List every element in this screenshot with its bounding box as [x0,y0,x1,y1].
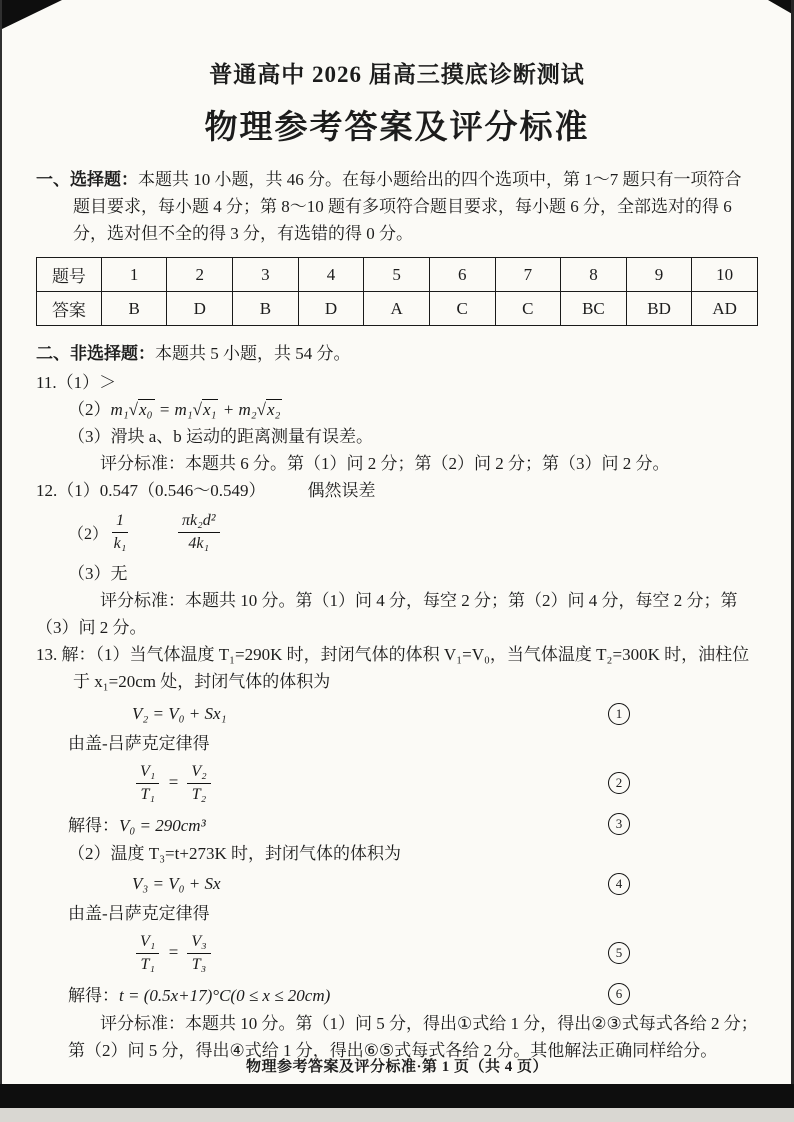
equation-expression [132,932,215,975]
fraction-numerator: V₁ [136,762,159,784]
fraction-numerator: V₃ [187,932,210,954]
fraction-denominator: T₁ [140,955,155,973]
q11-part2-label: （2） [68,400,111,419]
fraction-denominator: T₃ [191,955,207,973]
q13-scoring: 评分标准：本题共 10 分。第（1）问 5 分，得出①式给 1 分，得出②③式每式各给 2 分；第（2）问 5 分，得出④式给 1 分，得出⑥⑤式每式各给 2 分。其他解法正确同样给分。 [68,1014,758,1060]
q13-equation-4 [132,869,758,898]
q12-fraction-2 [178,511,219,554]
question-number: 8 [561,258,627,292]
free-section-text: 本题共 5 小题，共 54 分。 [155,344,351,363]
free-section-heading [36,340,758,367]
q12-part3: （3）无 [68,564,128,583]
q12-part1-answer: 12.（1）0.547（0.546～0.549） [36,481,266,500]
sqrt-coefficient: + m₂√ [218,400,266,419]
sqrt-coefficient: m₁√ [110,400,139,419]
equation-expression: V₂ = V₀ + Sx₁ [132,703,227,723]
solve-label: 解得： [68,986,119,1005]
equation-tag: 1 [608,703,630,725]
page-footer: 物理参考答案及评分标准·第 1 页（共 4 页） [245,1059,548,1075]
table-header-label: 题号 [37,258,102,292]
q13-equation-1 [132,699,758,728]
solve-label: 解得： [68,816,119,835]
question-number: 10 [692,258,758,292]
answer-cell: AD [692,292,758,326]
choice-section-text: 本题共 10 小题，共 46 分。在每小题给出的四个选项中，第 1～7 题只有一项符合题目要求，每小题 4 分；第 8～10 题有多项符合题目要求，每小题 6 分，全部选对的得 6 分，选对但不全的得 3 分，有选错的得 0 分。 [73,170,742,243]
fraction-left [136,932,159,975]
question-number: 9 [626,258,692,292]
equation-tag: 2 [608,772,630,794]
q12-scoring: 评分标准：本题共 10 分。第（1）问 4 分，每空 2 分；第（2）问 4 分，每空 2 分；第（3）问 2 分。 [36,591,738,637]
fraction-left [136,762,159,805]
fraction-right [187,932,210,975]
answer-cell: B [233,292,299,326]
equals-sign: = [167,771,180,791]
equals-sign: = [167,941,180,961]
equation-tag: 6 [608,983,630,1005]
choice-section-heading [36,166,758,247]
q11-part1: 11.（1）＞ [36,373,117,392]
answer-cell: BD [626,292,692,326]
answer-cell: C [495,292,561,326]
fraction-denominator: 4k₁ [188,534,210,552]
q13-solution-1 [68,809,758,838]
question-number: 7 [495,258,561,292]
equation-expression: V₀ = 290cm³ [119,816,206,835]
q11-part2-formula [111,399,283,419]
equation-expression: V₃ = V₀ + Sx [132,873,221,893]
equation-tag: 4 [608,873,630,895]
answer-cell: C [429,292,495,326]
answer-cell: D [167,292,233,326]
sqrt-radicand: x₁ [203,400,217,419]
fraction-denominator: T₁ [140,785,155,803]
answer-cell: A [364,292,430,326]
equation-tag: 5 [608,942,630,964]
q12-part2 [68,510,758,554]
table-answer-label: 答案 [37,292,102,326]
q13-equation-5 [132,929,758,977]
q13-law-statement-2: 由盖-吕萨克定律得 [68,904,210,923]
scan-artifact-bottom-bar [0,1084,794,1108]
question-number: 4 [298,258,364,292]
free-section-label: 二、非选择题： [36,344,155,363]
scan-artifact-bottom-strip [0,1108,794,1122]
q12-part1-error-type: 偶然误差 [307,481,376,500]
sqrt-radicand: x₀ [139,400,153,419]
q13-part2: （2）温度 T₃=t+273K 时，封闭气体的体积为 [68,844,401,863]
fraction-denominator: k₁ [113,534,127,552]
q13-equation-2 [132,759,758,807]
fraction-numerator: πk₂d² [178,511,219,533]
q12-part2-label: （2） [68,525,109,543]
solution-text [68,981,330,1006]
question-number: 6 [429,258,495,292]
question-number: 3 [233,258,299,292]
q11-scoring: 评分标准：本题共 6 分。第（1）问 2 分；第（2）问 2 分；第（3）问 2 分。 [100,454,670,473]
answer-cell: B [101,292,167,326]
sqrt-radicand: x₂ [266,400,281,419]
q13-law-statement-1: 由盖-吕萨克定律得 [68,734,210,753]
fraction-numerator: 1 [112,511,128,533]
fraction-right [187,762,210,805]
sqrt-coefficient: = m₁√ [154,400,202,419]
q11-part3: （3）滑块 a、b 运动的距离测量有误差。 [68,427,374,446]
equation-expression: t = (0.5x+17)°C(0 ≤ x ≤ 20cm) [119,986,331,1005]
page-title: 物理参考答案及评分标准 [204,110,590,146]
choice-section-label: 一、选择题： [36,170,138,189]
table-row-answers [37,292,758,326]
answer-cell: BC [561,292,627,326]
fraction-denominator: T₂ [191,785,207,803]
question-number: 5 [364,258,430,292]
solution-text [68,811,206,836]
question-number: 2 [167,258,233,292]
question-number: 1 [101,258,167,292]
q11-part2 [68,396,758,423]
equation-expression [132,762,215,805]
fraction-numerator: V₁ [136,932,159,954]
exam-subtitle: 普通高中 2026 届高三摸底诊断测试 [209,62,585,87]
fraction-numerator: V₂ [187,762,210,784]
answer-cell: D [298,292,364,326]
equation-tag: 3 [608,813,630,835]
q12-part1 [36,477,758,504]
q12-fraction-1 [112,511,128,554]
answer-table [36,257,758,326]
q13-solution-2 [68,979,758,1008]
q13-intro: 13. 解：（1）当气体温度 T₁=290K 时，封闭气体的体积 V₁=V₀，当气体温度 T₂=300K 时，油柱位于 x₁=20cm 处，封闭气体的体积为 [36,645,750,691]
table-row-question-numbers [37,258,758,292]
